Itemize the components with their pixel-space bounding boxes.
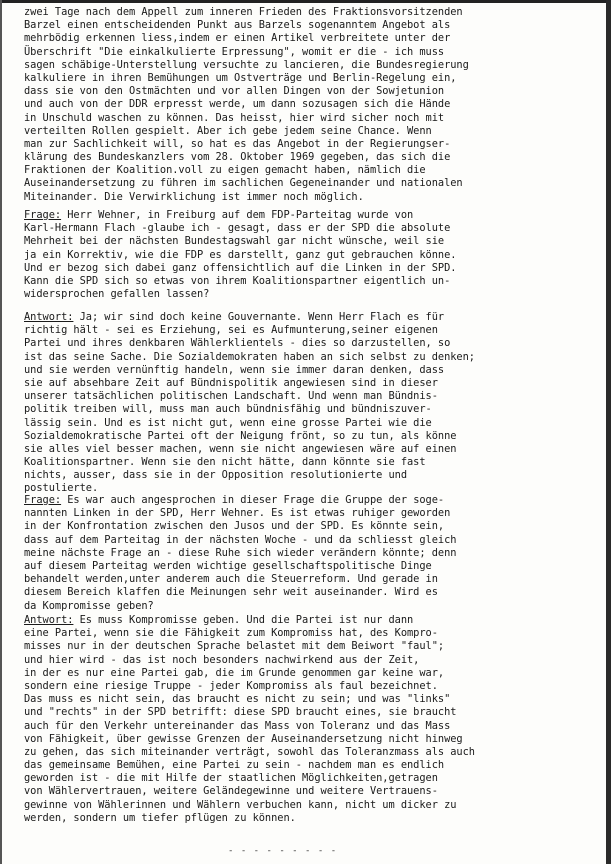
text-line: Mehrheit bei der nächsten Bundestagswahl gar nicht wünsche, weil sie bbox=[24, 235, 445, 248]
question-label: Frage: bbox=[24, 209, 62, 221]
answer-label: Antwort: bbox=[24, 614, 74, 626]
text-line: Koalitionspartner. Wenn sie den nicht hätte, dann könnte sie fast bbox=[24, 456, 426, 469]
text-line: sie auf absehbare Zeit auf Bündnispolitik angewiesen sind in dieser bbox=[24, 376, 438, 389]
text-line: geworden ist - die mit Hilfe der staatlichen Möglichkeiten,getragen bbox=[24, 772, 438, 785]
text-line bbox=[24, 494, 590, 507]
text-line: Partei und ihres denkbaren Wählerklientels - dies so darzustellen, so bbox=[24, 337, 451, 350]
text-line: man zur Sachlichkeit will, so hat es das Angebot in der Regierungser- bbox=[24, 137, 451, 150]
question-label: Frage: bbox=[24, 494, 62, 506]
text-line bbox=[24, 614, 590, 627]
text-line: dass auf dem Parteitag in der nächsten Woche - und da schliesst gleich bbox=[24, 533, 457, 546]
text-line: Fraktionen der Koalition.voll zu eigen gemacht haben, nämlich die bbox=[24, 164, 426, 177]
text-line: eine Partei, wenn sie die Fähigkeit zum Kompromiss hat, des Kompro- bbox=[24, 627, 438, 640]
text-line: kalkuliere in ihren Bemühungen um Ostverträge und Berlin-Regelung ein, bbox=[24, 71, 457, 84]
text-line: nichts, ausser, dass sie in der Opposition resolutionierte und bbox=[24, 469, 408, 482]
text-line: in der es nur eine Partei gab, die im Grunde genommen gar keine war, bbox=[24, 666, 445, 679]
scan-edge-right bbox=[606, 0, 611, 864]
text-line: sie alles viel besser machen, wenn sie nicht angewiesen wäre auf einen bbox=[24, 442, 457, 455]
text-line bbox=[24, 311, 590, 324]
paragraph-answer-2 bbox=[24, 614, 590, 825]
text-line: Karl-Hermann Flach -glaube ich - gesagt, dass er der SPD die absolute bbox=[24, 222, 451, 235]
text-line: sondern eine riesige Truppe - jeder Kompromiss als faul bezeichnet. bbox=[24, 679, 438, 692]
text-line: und auch von der DDR erpresst werde, um dann sozusagen sich die Hände bbox=[24, 98, 451, 111]
scan-edge-left bbox=[0, 0, 2, 864]
text-line: unserer tatsächlichen politischen Landschaft. Und wenn man Bündnis- bbox=[24, 390, 438, 403]
text-line: lässig sein. Und es ist nicht gut, wenn eine grosse Partei wie die bbox=[24, 416, 432, 429]
text-line: sagen schäbige-Unterstellung versuchte zu lancieren, die Bundesregierung bbox=[24, 58, 469, 71]
text-line: behandelt werden,unter anderem auch die Steuerreform. Und gerade in bbox=[24, 573, 438, 586]
text-span: Es war auch angesprochen in dieser Frage die Gruppe der soge- bbox=[61, 494, 445, 506]
text-line: ja ein Korrektiv, wie die FDP es darstellt, ganz gut gebrauchen könne. bbox=[24, 248, 457, 261]
text-line: Sozialdemokratische Partei oft der Neigung frönt, so zu tun, als könne bbox=[24, 429, 457, 442]
text-line: werden, sondern um tiefer pflügen zu können. bbox=[24, 811, 296, 824]
text-line: misses nur in der deutschen Sprache belastet mit dem Beiwort "faul"; bbox=[24, 640, 445, 653]
paragraph-question-2 bbox=[24, 494, 590, 613]
text-span: Es muss Kompromisse geben. Und die Partei ist nur dann bbox=[73, 614, 414, 626]
text-line: das gemeinsame Bemühen, eine Partei zu sein - nachdem man es endlich bbox=[24, 759, 445, 772]
paragraph-question-1 bbox=[24, 209, 590, 301]
text-line: in der Konfrontation zwischen den Jusos und der SPD. Es könnte sein, bbox=[24, 520, 445, 533]
text-span: Herr Wehner, in Freiburg auf dem FDP-Parteitag wurde von bbox=[61, 209, 414, 221]
text-line: von Fähigkeit, über gewisse Grenzen der Auseinandersetzung nicht hinweg bbox=[24, 732, 463, 745]
paragraph-intro bbox=[24, 6, 590, 204]
text-line: nannten Linken in der SPD, Herr Wehner. Es ist etwas ruhiger geworden bbox=[24, 507, 451, 520]
text-line: Barzel einen entscheidenden Punkt aus Barzels sogenanntem Angebot als bbox=[24, 19, 451, 32]
text-line: Kann die SPD sich so etwas von ihrem Koalitionspartner eigentlich un- bbox=[24, 274, 451, 287]
text-line: und hier wird - das ist noch besonders nachwirkend aus der Zeit, bbox=[24, 653, 420, 666]
text-line: verteilten Rollen gespielt. Aber ich gebe jedem seine Chance. Wenn bbox=[24, 124, 432, 137]
text-line: widersprochen gefallen lassen? bbox=[24, 288, 210, 301]
text-span: Ja; wir sind doch keine Gouvernante. Wenn Herr Flach es für bbox=[73, 311, 445, 323]
text-line: auf diesem Parteitag werden wichtige gesellschaftspolitische Dinge bbox=[24, 559, 432, 572]
text-line: ist das seine Sache. Die Sozialdemokraten haben an sich selbst zu denken; bbox=[24, 350, 475, 363]
text-line: von Wählervertrauen, weitere Geländegewinne und weitere Vertrauens- bbox=[24, 785, 438, 798]
text-line: Auseinandersetzung zu führen im sachlichen Gegeneinander und nationalen bbox=[24, 177, 463, 190]
text-line: richtig hält - sei es Erziehung, sei es Aufmunterung,seiner eigenen bbox=[24, 324, 438, 337]
text-line: Das muss es nicht sein, das braucht es nicht zu sein; und was "links" bbox=[24, 693, 451, 706]
text-line: gewinne von Wählerinnen und Wählern verbuchen kann, nicht um dicker zu bbox=[24, 798, 457, 811]
text-line: meine nächste Frage an - diese Ruhe sich wieder verändern könnte; denn bbox=[24, 546, 457, 559]
text-line: politik treiben will, muss man auch bündnisfähig und bündniszuver- bbox=[24, 403, 432, 416]
text-line: und sie werden vernünftig handeln, wenn sie immer daran denken, dass bbox=[24, 363, 445, 376]
text-line: Überschrift "Die einkalkulierte Erpressung", womit er die - ich muss bbox=[24, 45, 445, 58]
text-line: und "rechts" in der SPD betrifft: diese SPD braucht eines, sie braucht bbox=[24, 706, 457, 719]
text-line: diesem Bereich klaffen die Meinungen sehr weit auseinander. Wird es bbox=[24, 586, 438, 599]
text-line bbox=[24, 209, 590, 222]
text-line: klärung des Bundeskanzlers vom 28. Oktober 1969 gegeben, das sich die bbox=[24, 151, 451, 164]
text-line: zwei Tage nach dem Appell zum inneren Frieden des Fraktionsvorsitzenden bbox=[24, 6, 463, 18]
text-line: Miteinander. Die Verwirklichung ist immer noch möglich. bbox=[24, 190, 364, 203]
text-line: in Unschuld waschen zu können. Das heisst, hier wird sicher noch mit bbox=[24, 111, 445, 124]
paragraph-answer-1 bbox=[24, 311, 590, 496]
text-line: da Kompromisse geben? bbox=[24, 599, 154, 612]
text-line: zu gehen, das sich miteinander verträgt, sowohl das Toleranzmass als auch bbox=[24, 745, 475, 758]
text-line: dass sie von den Ostmächten und vor allen Dingen von der Sowjetunion bbox=[24, 85, 445, 98]
page-end-marker: - - - - - - - - - bbox=[228, 846, 338, 856]
text-line: Und er bezog sich dabei ganz offensichtlich auf die Linken in der SPD. bbox=[24, 261, 457, 274]
answer-label: Antwort: bbox=[24, 311, 74, 323]
scan-edge-top bbox=[0, 0, 611, 3]
text-line: postulierte. bbox=[24, 482, 99, 495]
text-line: mehrbödig erkennen liess,indem er einen Artikel verbreitete unter der bbox=[24, 32, 451, 45]
text-line: auch für den Verkehr untereinander das Mass von Toleranz und das Mass bbox=[24, 719, 451, 732]
